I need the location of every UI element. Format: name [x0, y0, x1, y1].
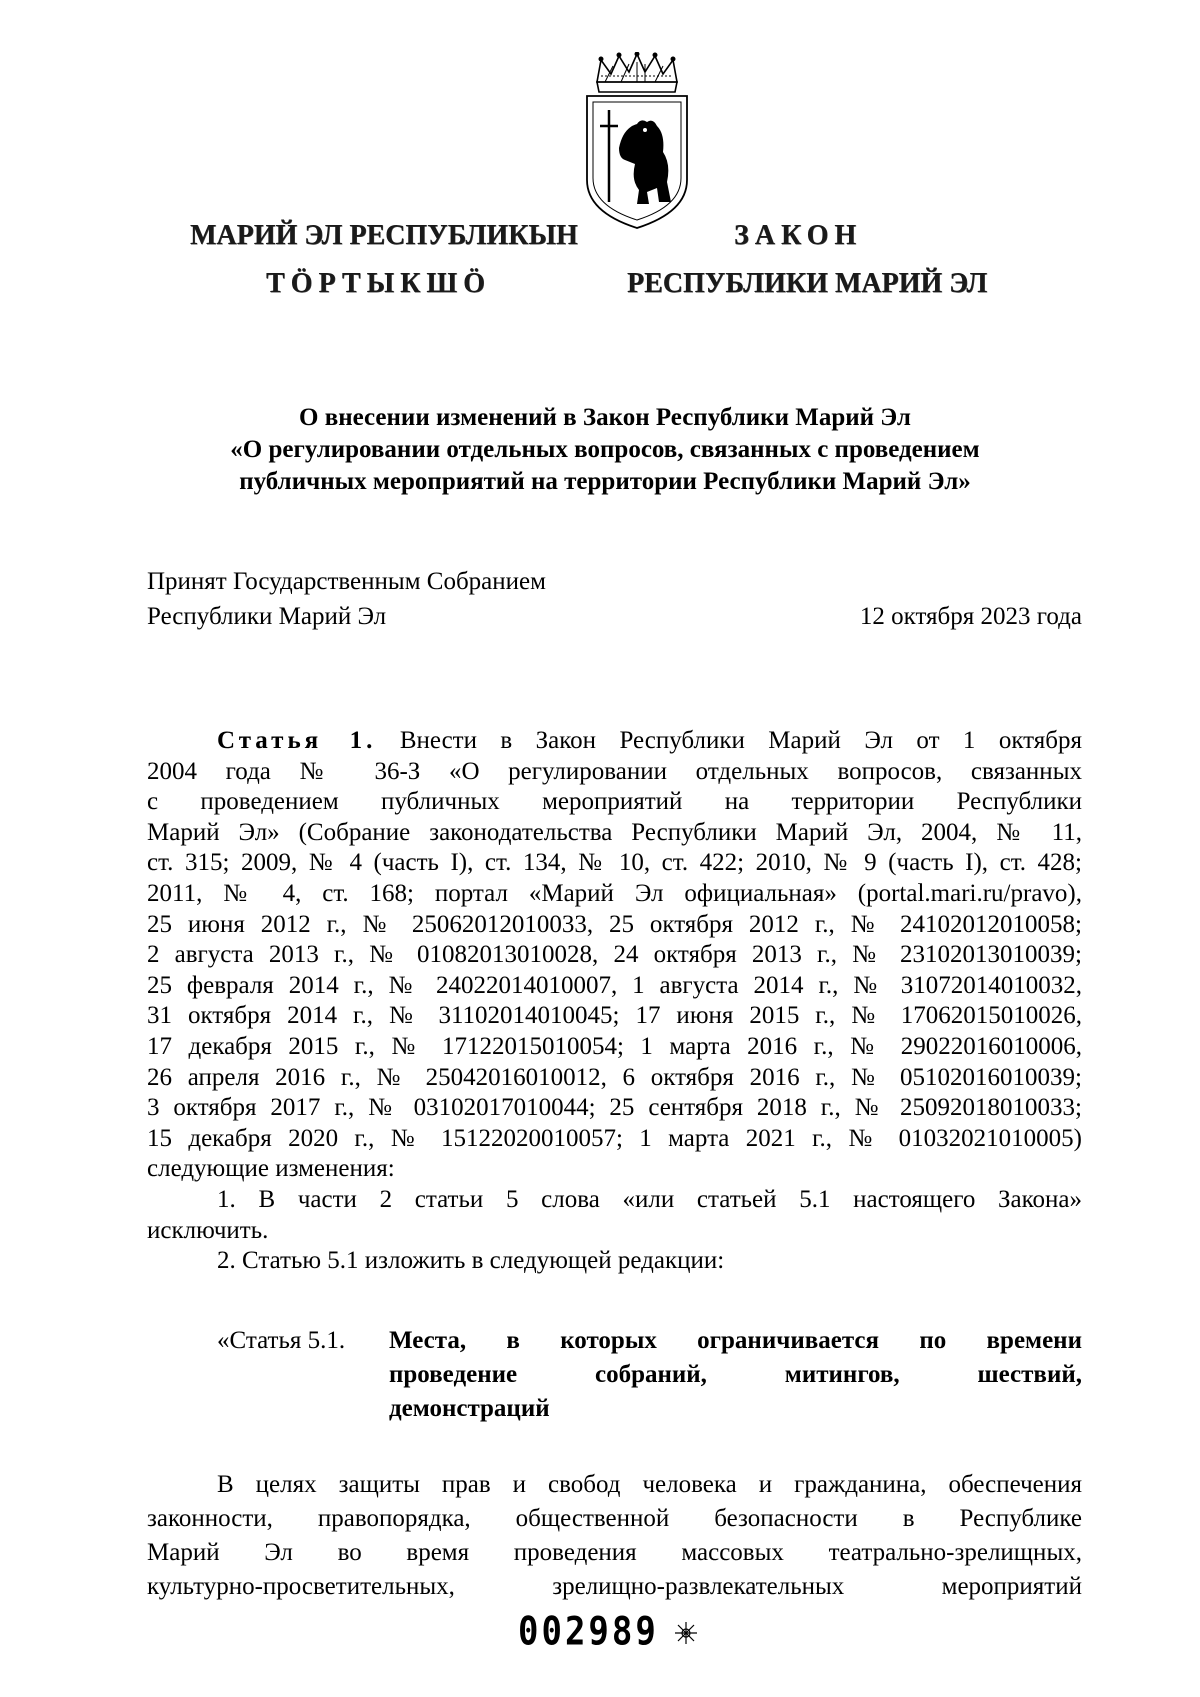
law-title-line1: О внесении изменений в Закон Республики Марий Эл	[299, 404, 911, 431]
adoption-line2: Республики Марий Эл	[147, 603, 387, 630]
amendment-item-2: 2. Статью 5.1 изложить в следующей редакции:	[217, 1247, 725, 1275]
article-5-1-heading-line: Места, в которых ограничивается по времени	[389, 1327, 1082, 1354]
article-1-label: Статья 1.	[217, 727, 377, 754]
rosette-icon	[673, 1620, 699, 1646]
article-1	[147, 726, 1082, 1277]
article-5-1-heading-line: демонстраций	[389, 1395, 550, 1422]
header-left-line1: МАРИЙ ЭЛ РЕСПУБЛИКЫН	[190, 220, 578, 251]
law-title-line2: «О регулировании отдельных вопросов, связанных с проведением	[230, 436, 980, 463]
paragraph-line: культурно-просветительных, зрелищно-развлекательных мероприятий	[147, 1573, 1082, 1600]
article-1-line: 25 июня 2012 г., № 25062012010033, 25 октября 2012 г., № 24102012010058;	[147, 910, 1082, 938]
article-1-line: 2 августа 2013 г., № 01082013010028, 24 октября 2013 г., № 23102013010039;	[147, 941, 1082, 969]
paragraph-line: законности, правопорядка, общественной безопасности в Республике	[147, 1505, 1082, 1532]
adoption-line1: Принят Государственным Собранием	[147, 568, 546, 595]
serial-number: 002989	[518, 1609, 659, 1655]
article-1-line: ст. 315; 2009, № 4 (часть I), ст. 134, № 10, ст. 422; 2010, № 9 (часть I), ст. 428;	[147, 849, 1082, 877]
article-1-line: с проведением публичных мероприятий на территории Республики	[147, 788, 1082, 816]
article-1-line: Статья 1. Внести в Закон Республики Марий Эл от 1 октября	[217, 727, 1082, 754]
adoption-date: 12 октября 2023 года	[859, 603, 1082, 630]
article-1-line: 25 февраля 2014 г., № 24022014010007, 1 августа 2014 г., № 31072014010032,	[147, 971, 1082, 999]
article-5-1-heading	[389, 1324, 1082, 1426]
article-5-1-label: «Статья 5.1.	[217, 1327, 346, 1354]
paragraph-line: Марий Эл во время проведения массовых театрально-зрелищных,	[147, 1539, 1082, 1566]
article-5-1-heading-line: проведение собраний, митингов, шествий,	[389, 1361, 1082, 1388]
paragraph-line: В целях защиты прав и свобод человека и гражданина, обеспечения	[217, 1471, 1082, 1498]
law-title-line3: публичных мероприятий на территории Республики Марий Эл»	[239, 468, 971, 495]
article-1-line: 26 апреля 2016 г., № 25042016010012, 6 октября 2016 г., № 05102016010039;	[147, 1063, 1082, 1091]
article-1-line: Марий Эл» (Собрание законодательства Республики Марий Эл, 2004, № 11,	[147, 818, 1082, 846]
article-1-line: 2011, № 4, ст. 168; портал «Марий Эл официальная» (portal.mari.ru/pravo),	[147, 879, 1082, 907]
amendment-item-1: 1. В части 2 статьи 5 слова «или статьей 5.1 настоящего Закона»	[217, 1185, 1082, 1213]
law-title	[130, 402, 1080, 498]
article-1-line: 2004 года № 36-З «О регулировании отдельных вопросов, связанных	[147, 757, 1082, 785]
coat-of-arms-icon	[579, 52, 695, 230]
article-1-line: 15 декабря 2020 г., № 15122020010057; 1 марта 2021 г., № 01032021010005)	[147, 1124, 1082, 1152]
article-5-1-paragraph	[147, 1468, 1082, 1604]
article-1-line: следующие изменения:	[147, 1155, 395, 1183]
adoption-note	[147, 564, 546, 634]
article-1-line: 3 октября 2017 г., № 03102017010044; 25 сентября 2018 г., № 25092018010033;	[147, 1094, 1082, 1122]
article-1-line: 17 декабря 2015 г., № 17122015010054; 1 марта 2016 г., № 29022016010006,	[147, 1032, 1082, 1060]
header-right-line1: ЗАКОН	[734, 220, 863, 251]
header-right-line2: РЕСПУБЛИКИ МАРИЙ ЭЛ	[627, 268, 988, 299]
article-1-line: 31 октября 2014 г., № 31102014010045; 17 июня 2015 г., № 17062015010026,	[147, 1002, 1082, 1030]
amendment-item-1-cont: исключить.	[147, 1216, 269, 1244]
header-left-line2: ТӦРТЫКШӦ	[266, 268, 491, 299]
